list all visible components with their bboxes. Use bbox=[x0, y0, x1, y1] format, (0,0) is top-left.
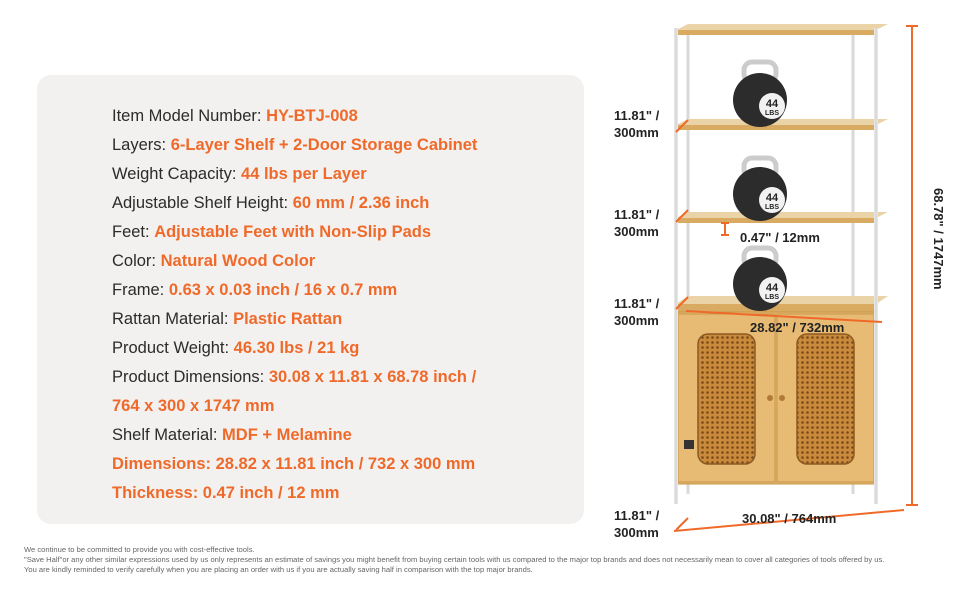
spec-product-weight: Product Weight: 46.30 lbs / 21 kg bbox=[112, 339, 360, 357]
depth-label-bottom: 300mm bbox=[614, 125, 659, 140]
depth-label-top: 11.81" / bbox=[614, 108, 660, 123]
spec-panel bbox=[37, 75, 584, 524]
spec-weight-capacity: Weight Capacity: 44 lbs per Layer bbox=[112, 165, 367, 183]
disclaimer-line-2: "Save Half"or any other similar expressions used by us only represents an estimate of savings you might benefit from buying certain tools with us compared to the major top brands and does not necessarily mean to cover all categories of tools offered by us. bbox=[24, 555, 885, 564]
total-width-label: 30.08" / 764mm bbox=[742, 511, 837, 526]
weight-value: 44 bbox=[765, 282, 779, 294]
thickness-label: 0.47" / 12mm bbox=[740, 230, 820, 245]
kettlebell-icon bbox=[733, 248, 787, 311]
spec-product-dimensions: Product Dimensions: 30.08 x 11.81 x 68.78 inch / bbox=[112, 368, 477, 386]
spec-thickness: Thickness: 0.47 inch / 12 mm bbox=[112, 484, 340, 502]
height-label: 68.78" / 1747mm bbox=[931, 188, 946, 290]
weight-value: 44 bbox=[765, 192, 779, 204]
weight-unit: LBS bbox=[765, 110, 779, 117]
depth-label-top: 11.81" / bbox=[614, 508, 660, 523]
depth-label-top: 11.81" / bbox=[614, 207, 660, 222]
spec-list bbox=[112, 102, 477, 508]
depth-label-top: 11.81" / bbox=[614, 296, 660, 311]
disclaimer bbox=[24, 545, 964, 575]
disclaimer-line-3: You are kindly reminded to verify carefully when you are placing an order with us if you are actually saving half in comparison with the top major brands. bbox=[24, 565, 533, 574]
depth-label-bottom: 300mm bbox=[614, 525, 659, 540]
outlet-icon bbox=[684, 440, 694, 449]
product-diagram bbox=[600, 0, 970, 545]
kettlebell-icon bbox=[733, 158, 787, 221]
left-rattan-panel bbox=[698, 334, 755, 464]
weight-unit: LBS bbox=[765, 204, 779, 211]
spec-frame: Frame: 0.63 x 0.03 inch / 16 x 0.7 mm bbox=[112, 281, 398, 299]
depth-label-bottom: 300mm bbox=[614, 313, 659, 328]
spec-color: Color: Natural Wood Color bbox=[112, 252, 316, 270]
weight-value: 44 bbox=[765, 98, 779, 110]
weight-unit: LBS bbox=[765, 294, 779, 301]
spec-rattan-material: Rattan Material: Plastic Rattan bbox=[112, 310, 343, 328]
disclaimer-line-1: We continue to be committed to provide you with cost-effective tools. bbox=[24, 545, 255, 554]
kettlebell-icon bbox=[733, 62, 787, 127]
spec-shelf-material: Shelf Material: MDF + Melamine bbox=[112, 426, 352, 444]
right-knob bbox=[779, 395, 785, 401]
spec-dimensions: Dimensions: 28.82 x 11.81 inch / 732 x 300 mm bbox=[112, 455, 476, 473]
depth-label-bottom: 300mm bbox=[614, 224, 659, 239]
spec-feet: Feet: Adjustable Feet with Non-Slip Pads bbox=[112, 223, 432, 241]
shelf-2 bbox=[676, 119, 888, 130]
shelf-illustration bbox=[600, 0, 970, 545]
depth-arrow-4 bbox=[676, 518, 688, 530]
shelf-3 bbox=[676, 212, 888, 223]
left-knob bbox=[767, 395, 773, 401]
spec-shelf-height: Adjustable Shelf Height: 60 mm / 2.36 inch bbox=[112, 194, 430, 212]
cabinet-body bbox=[676, 312, 876, 484]
right-rattan-panel bbox=[797, 334, 854, 464]
top-shelf bbox=[676, 24, 888, 35]
spec-model-number: Item Model Number: HY-BTJ-008 bbox=[112, 107, 358, 125]
shelf-width-label: 28.82" / 732mm bbox=[750, 320, 845, 335]
spec-layers: Layers: 6-Layer Shelf + 2-Door Storage Cabinet bbox=[112, 136, 478, 154]
spec-product-dimensions-mm: 764 x 300 x 1747 mm bbox=[112, 397, 275, 415]
